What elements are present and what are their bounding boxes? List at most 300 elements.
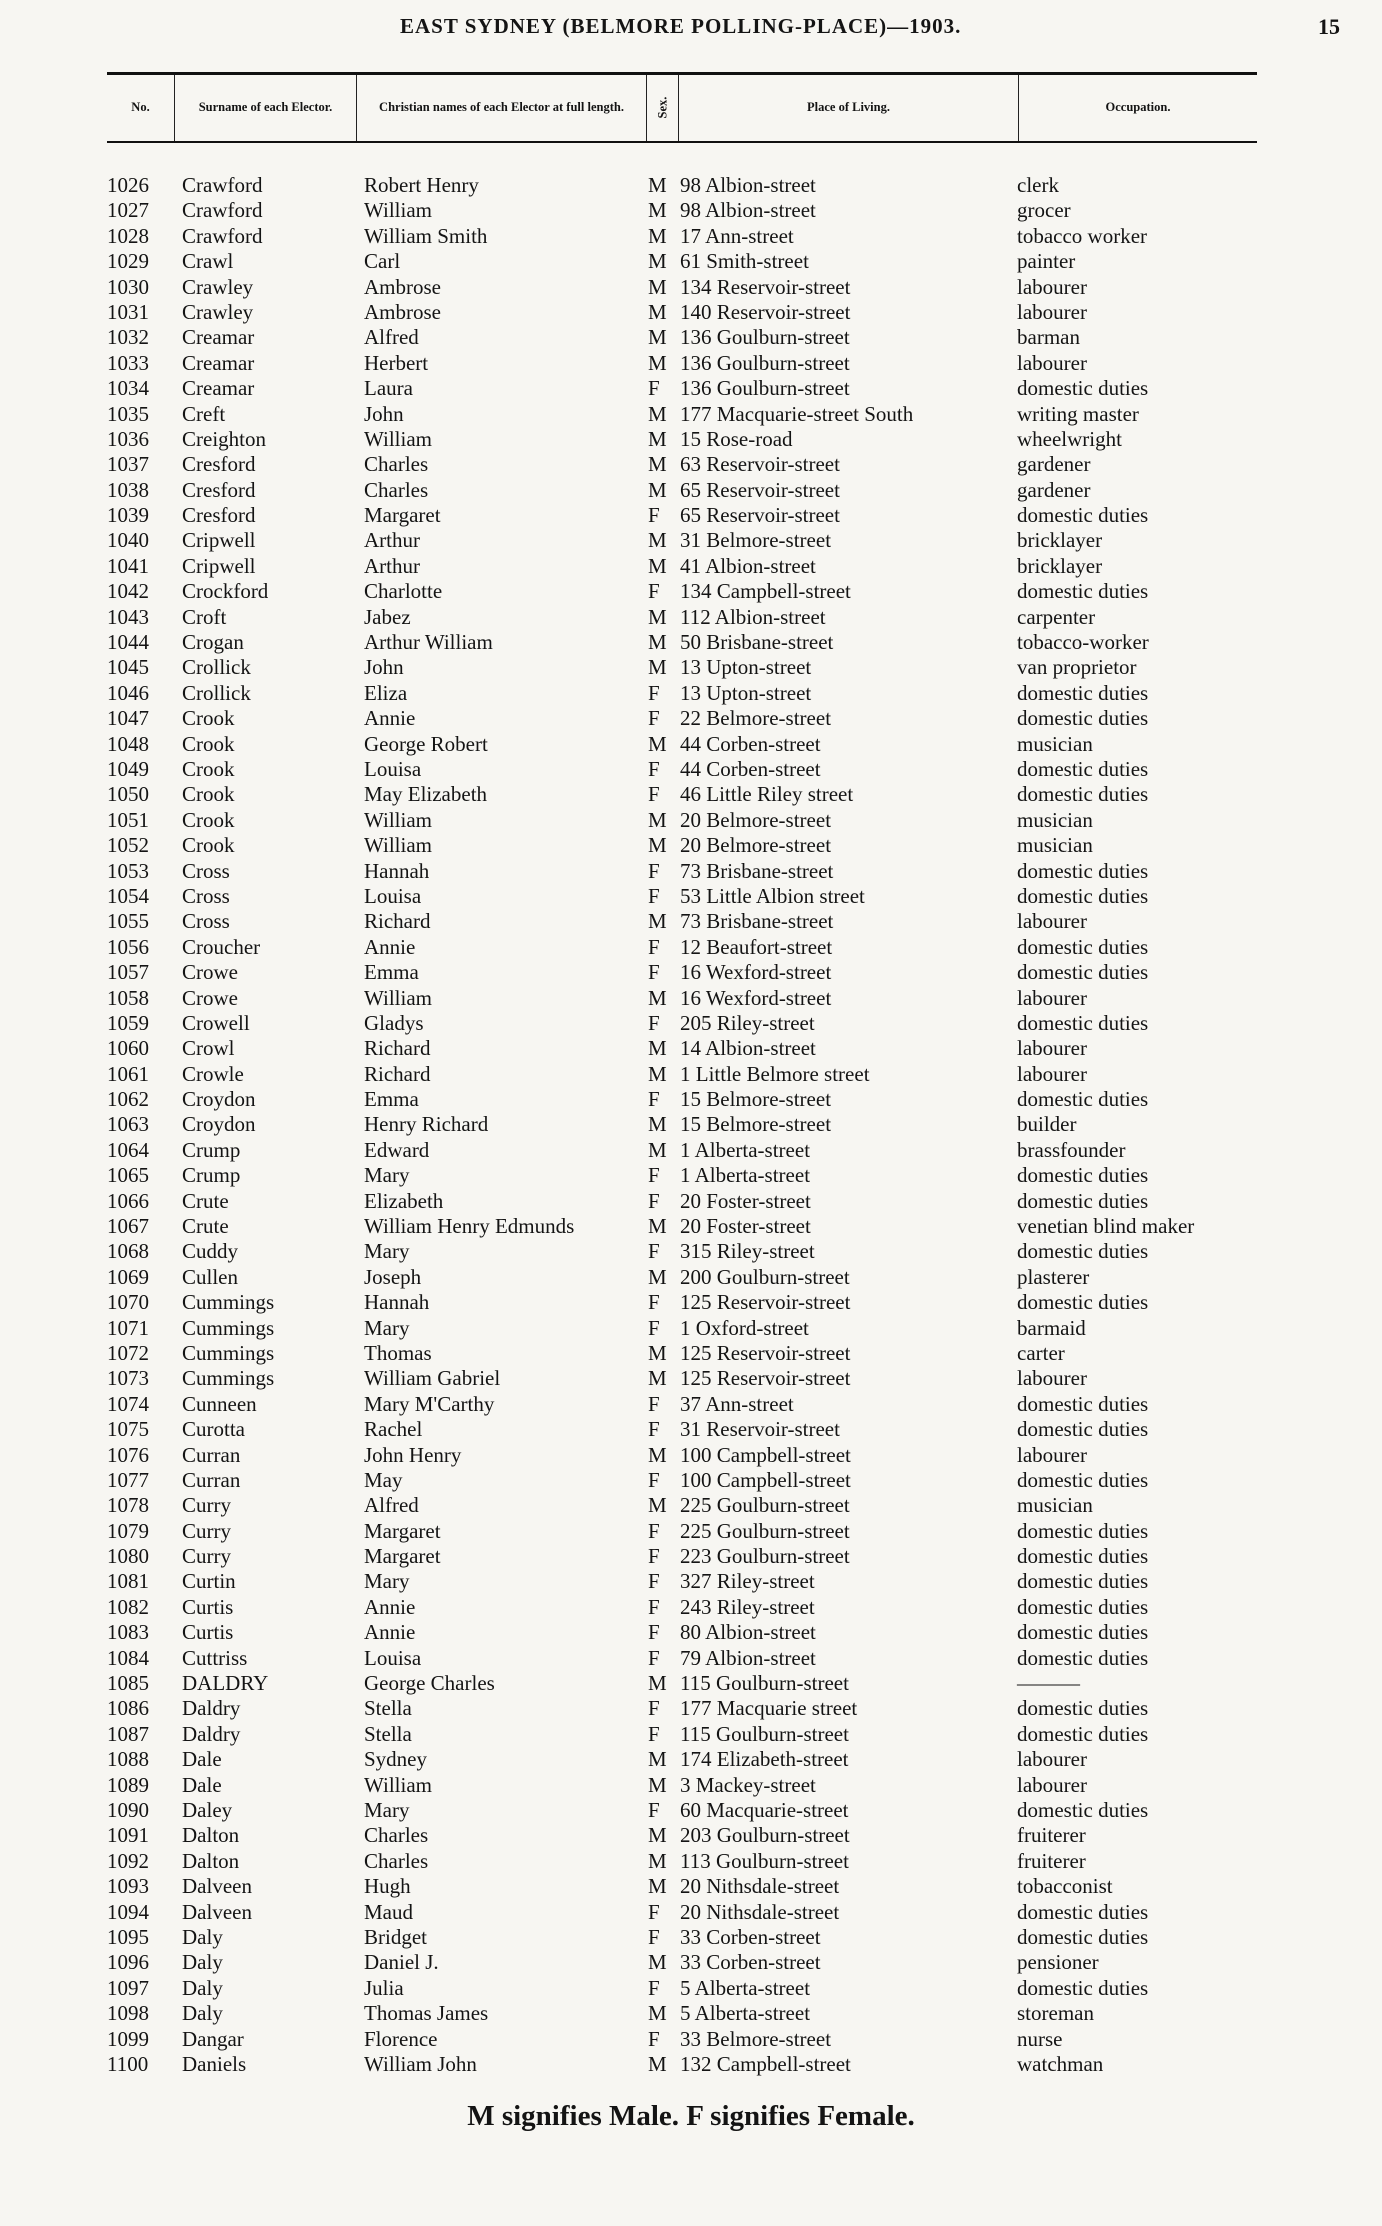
elector-number: 1074 bbox=[107, 1391, 149, 1416]
elector-surname: Cresford bbox=[182, 477, 256, 502]
elector-surname: Crook bbox=[182, 807, 235, 832]
elector-occupation: carter bbox=[1017, 1340, 1065, 1365]
elector-surname: Dangar bbox=[182, 2026, 244, 2051]
elector-surname: Cummings bbox=[182, 1315, 275, 1340]
elector-occupation: gardener bbox=[1017, 452, 1091, 477]
elector-occupation: labourer bbox=[1017, 909, 1087, 934]
elector-number: 1048 bbox=[107, 731, 149, 756]
elector-number: 1079 bbox=[107, 1518, 149, 1543]
elector-surname: Crollick bbox=[182, 655, 251, 680]
elector-occupation: musician bbox=[1017, 1493, 1093, 1518]
elector-sex: F bbox=[648, 1620, 660, 1645]
elector-christian-names: Hugh bbox=[364, 1874, 411, 1899]
list-item bbox=[0, 351, 1382, 376]
elector-place: 203 Goulburn-street bbox=[680, 1823, 850, 1848]
list-item bbox=[0, 681, 1382, 706]
elector-number: 1039 bbox=[107, 503, 149, 528]
elector-number: 1092 bbox=[107, 1848, 149, 1873]
elector-occupation: fruiterer bbox=[1017, 1823, 1086, 1848]
elector-occupation: domestic duties bbox=[1017, 1544, 1149, 1569]
elector-christian-names: John bbox=[364, 655, 404, 680]
elector-surname: Cripwell bbox=[182, 528, 256, 553]
elector-christian-names: Charlotte bbox=[364, 579, 443, 604]
elector-number: 1034 bbox=[107, 376, 149, 401]
elector-number: 1061 bbox=[107, 1061, 149, 1086]
elector-surname: Dale bbox=[182, 1772, 222, 1797]
elector-occupation: fruiterer bbox=[1017, 1848, 1086, 1873]
elector-place: 136 Goulburn-street bbox=[680, 376, 850, 401]
elector-christian-names: Mary M'Carthy bbox=[364, 1391, 495, 1416]
elector-christian-names: Mary bbox=[364, 1315, 410, 1340]
elector-place: 20 Nithsdale-street bbox=[680, 1874, 840, 1899]
elector-christian-names: William bbox=[364, 198, 432, 223]
elector-surname: Cross bbox=[182, 909, 230, 934]
list-item bbox=[0, 1519, 1382, 1544]
elector-sex: F bbox=[648, 934, 660, 959]
list-item bbox=[0, 1747, 1382, 1772]
elector-number: 1080 bbox=[107, 1544, 149, 1569]
elector-occupation: domestic duties bbox=[1017, 1188, 1149, 1213]
elector-occupation: domestic duties bbox=[1017, 1163, 1149, 1188]
elector-surname: DALDRY bbox=[182, 1671, 269, 1696]
elector-occupation: domestic duties bbox=[1017, 1594, 1149, 1619]
elector-christian-names: Thomas bbox=[364, 1340, 432, 1365]
elector-occupation: domestic duties bbox=[1017, 1798, 1149, 1822]
elector-place: 174 Elizabeth-street bbox=[680, 1747, 849, 1772]
elector-christian-names: Robert Henry bbox=[364, 173, 479, 197]
list-item bbox=[0, 1493, 1382, 1518]
elector-sex: M bbox=[648, 1950, 667, 1975]
elector-place: 115 Goulburn-street bbox=[680, 1671, 849, 1696]
list-item bbox=[0, 1696, 1382, 1721]
list-item bbox=[0, 1950, 1382, 1975]
sex-legend: M signifies Male. F signifies Female. bbox=[467, 2100, 915, 2132]
elector-sex: F bbox=[648, 1163, 660, 1188]
list-item bbox=[0, 1595, 1382, 1620]
elector-sex: F bbox=[648, 1645, 660, 1670]
list-item bbox=[0, 630, 1382, 655]
elector-sex: M bbox=[648, 173, 667, 197]
elector-surname: Cuttriss bbox=[182, 1645, 248, 1670]
elector-christian-names: William Henry Edmunds bbox=[364, 1214, 575, 1239]
list-item bbox=[0, 503, 1382, 528]
elector-number: 1083 bbox=[107, 1620, 149, 1645]
elector-number: 1062 bbox=[107, 1087, 149, 1112]
elector-number: 1057 bbox=[107, 960, 149, 985]
elector-sex: M bbox=[648, 2001, 667, 2026]
column-header bbox=[107, 72, 1257, 143]
elector-place: 20 Belmore-street bbox=[680, 807, 832, 832]
elector-number: 1030 bbox=[107, 274, 149, 299]
elector-sex: F bbox=[648, 1087, 660, 1112]
elector-surname: Curtin bbox=[182, 1569, 236, 1594]
elector-occupation: domestic duties bbox=[1017, 1569, 1149, 1594]
elector-number: 1032 bbox=[107, 325, 149, 350]
elector-number: 1053 bbox=[107, 858, 149, 883]
elector-sex: M bbox=[648, 655, 667, 680]
elector-number: 1054 bbox=[107, 883, 149, 908]
elector-christian-names: Bridget bbox=[364, 1924, 427, 1949]
elector-occupation: plasterer bbox=[1017, 1264, 1090, 1289]
elector-place: 136 Goulburn-street bbox=[680, 350, 850, 375]
elector-occupation: domestic duties bbox=[1017, 680, 1149, 705]
elector-sex: F bbox=[648, 706, 660, 731]
elector-place: 315 Riley-street bbox=[680, 1239, 815, 1264]
elector-surname: Crowell bbox=[182, 1010, 250, 1035]
elector-occupation: domestic duties bbox=[1017, 1467, 1149, 1492]
elector-occupation: domestic duties bbox=[1017, 1696, 1149, 1721]
elector-sex: F bbox=[648, 1594, 660, 1619]
elector-surname: Daldry bbox=[182, 1721, 241, 1746]
elector-number: 1042 bbox=[107, 579, 149, 604]
elector-sex: M bbox=[648, 630, 667, 655]
elector-number: 1069 bbox=[107, 1264, 149, 1289]
list-item bbox=[0, 173, 1382, 198]
elector-number: 1059 bbox=[107, 1010, 149, 1035]
elector-sex: F bbox=[648, 1569, 660, 1594]
elector-surname: Crute bbox=[182, 1188, 229, 1213]
elector-christian-names: Mary bbox=[364, 1569, 410, 1594]
elector-christian-names: William John bbox=[364, 2051, 477, 2076]
elector-sex: F bbox=[648, 579, 660, 604]
elector-place: 44 Corben-street bbox=[680, 756, 821, 781]
elector-surname: Crook bbox=[182, 706, 235, 731]
elector-number: 1035 bbox=[107, 401, 149, 426]
elector-sex: M bbox=[648, 299, 667, 324]
elector-place: 15 Rose-road bbox=[680, 426, 793, 451]
elector-surname: Daly bbox=[182, 1975, 223, 2000]
elector-number: 1052 bbox=[107, 833, 149, 858]
elector-number: 1070 bbox=[107, 1290, 149, 1315]
elector-sex: M bbox=[648, 528, 667, 553]
list-item bbox=[0, 1392, 1382, 1417]
elector-christian-names: Elizabeth bbox=[364, 1188, 444, 1213]
elector-number: 1082 bbox=[107, 1594, 149, 1619]
elector-occupation: domestic duties bbox=[1017, 756, 1149, 781]
elector-sex: M bbox=[648, 2051, 667, 2076]
elector-number: 1063 bbox=[107, 1112, 149, 1137]
list-item bbox=[0, 452, 1382, 477]
elector-christian-names: Arthur William bbox=[364, 630, 493, 655]
elector-place: 37 Ann-street bbox=[680, 1391, 794, 1416]
list-item bbox=[0, 1316, 1382, 1341]
elector-sex: F bbox=[648, 2026, 660, 2051]
elector-surname: Creamar bbox=[182, 376, 255, 401]
elector-occupation: domestic duties bbox=[1017, 960, 1149, 985]
elector-sex: M bbox=[648, 1671, 667, 1696]
elector-place: 15 Belmore-street bbox=[680, 1087, 832, 1112]
list-item bbox=[0, 859, 1382, 884]
elector-occupation: labourer bbox=[1017, 1772, 1087, 1797]
elector-christian-names: Richard bbox=[364, 1036, 431, 1061]
elector-number: 1088 bbox=[107, 1747, 149, 1772]
elector-sex: M bbox=[648, 1137, 667, 1162]
elector-christian-names: Stella bbox=[364, 1721, 412, 1746]
elector-christian-names: William bbox=[364, 833, 432, 858]
elector-christian-names: Stella bbox=[364, 1696, 412, 1721]
elector-sex: F bbox=[648, 1315, 660, 1340]
elector-christian-names: Laura bbox=[364, 376, 413, 401]
elector-number: 1041 bbox=[107, 553, 149, 578]
elector-occupation: writing master bbox=[1017, 401, 1139, 426]
elector-number: 1049 bbox=[107, 756, 149, 781]
list-item bbox=[0, 1189, 1382, 1214]
elector-surname: Crawley bbox=[182, 299, 254, 324]
list-item bbox=[0, 1569, 1382, 1594]
elector-number: 1071 bbox=[107, 1315, 149, 1340]
elector-number: 1051 bbox=[107, 807, 149, 832]
elector-surname: Cummings bbox=[182, 1290, 275, 1315]
list-item bbox=[0, 706, 1382, 731]
elector-christian-names: Annie bbox=[364, 934, 416, 959]
elector-surname: Daniels bbox=[182, 2051, 247, 2076]
elector-sex: F bbox=[648, 1188, 660, 1213]
elector-surname: Creighton bbox=[182, 426, 266, 451]
elector-occupation: clerk bbox=[1017, 173, 1059, 197]
elector-occupation: labourer bbox=[1017, 274, 1087, 299]
list-item bbox=[0, 1671, 1382, 1696]
elector-number: 1055 bbox=[107, 909, 149, 934]
elector-christian-names: Louisa bbox=[364, 883, 422, 908]
elector-sex: F bbox=[648, 1975, 660, 2000]
elector-surname: Curry bbox=[182, 1544, 231, 1569]
elector-surname: Daly bbox=[182, 2001, 223, 2026]
elector-occupation: domestic duties bbox=[1017, 883, 1149, 908]
elector-christian-names: Charles bbox=[364, 1848, 429, 1873]
elector-sex: F bbox=[648, 1290, 660, 1315]
elector-place: 16 Wexford-street bbox=[680, 960, 832, 985]
elector-occupation: labourer bbox=[1017, 1747, 1087, 1772]
list-item bbox=[0, 1062, 1382, 1087]
elector-surname: Croucher bbox=[182, 934, 261, 959]
elector-christian-names: William Smith bbox=[364, 223, 488, 248]
elector-number: 1077 bbox=[107, 1467, 149, 1492]
list-item bbox=[0, 528, 1382, 553]
elector-number: 1086 bbox=[107, 1696, 149, 1721]
elector-place: 31 Belmore-street bbox=[680, 528, 832, 553]
elector-occupation: domestic duties bbox=[1017, 1290, 1149, 1315]
elector-surname: Cripwell bbox=[182, 553, 256, 578]
elector-christian-names: Thomas James bbox=[364, 2001, 489, 2026]
elector-place: 33 Belmore-street bbox=[680, 2026, 832, 2051]
list-item bbox=[0, 1011, 1382, 1036]
elector-occupation: domestic duties bbox=[1017, 706, 1149, 731]
elector-sex: F bbox=[648, 1924, 660, 1949]
elector-place: 63 Reservoir-street bbox=[680, 452, 840, 477]
elector-number: 1040 bbox=[107, 528, 149, 553]
elector-sex: M bbox=[648, 604, 667, 629]
elector-place: 98 Albion-street bbox=[680, 173, 816, 197]
elector-surname: Crook bbox=[182, 833, 235, 858]
elector-place: 5 Alberta-street bbox=[680, 1975, 811, 2000]
elector-place: 125 Reservoir-street bbox=[680, 1290, 851, 1315]
elector-sex: F bbox=[648, 960, 660, 985]
elector-number: 1038 bbox=[107, 477, 149, 502]
elector-christian-names: Louisa bbox=[364, 756, 422, 781]
elector-place: 98 Albion-street bbox=[680, 198, 816, 223]
elector-surname: Curry bbox=[182, 1518, 231, 1543]
elector-sex: M bbox=[648, 274, 667, 299]
elector-surname: Croydon bbox=[182, 1112, 256, 1137]
elector-sex: F bbox=[648, 1391, 660, 1416]
elector-place: 225 Goulburn-street bbox=[680, 1518, 850, 1543]
elector-christian-names: Margaret bbox=[364, 503, 441, 528]
elector-christian-names: Margaret bbox=[364, 1518, 441, 1543]
elector-sex: M bbox=[648, 1112, 667, 1137]
elector-sex: M bbox=[648, 731, 667, 756]
elector-sex: M bbox=[648, 1874, 667, 1899]
elector-christian-names: Ambrose bbox=[364, 274, 441, 299]
list-item bbox=[0, 909, 1382, 934]
list-item bbox=[0, 1443, 1382, 1468]
elector-sex: F bbox=[648, 1417, 660, 1442]
elector-place: 20 Nithsdale-street bbox=[680, 1899, 840, 1924]
elector-occupation: gardener bbox=[1017, 477, 1091, 502]
elector-surname: Dalveen bbox=[182, 1899, 252, 1924]
elector-sex: F bbox=[648, 680, 660, 705]
list-item bbox=[0, 757, 1382, 782]
elector-surname: Cuddy bbox=[182, 1239, 239, 1264]
elector-place: 44 Corben-street bbox=[680, 731, 821, 756]
elector-christian-names: Eliza bbox=[364, 680, 408, 705]
elector-place: 134 Reservoir-street bbox=[680, 274, 851, 299]
elector-place: 1 Alberta-street bbox=[680, 1163, 811, 1188]
elector-place: 3 Mackey-street bbox=[680, 1772, 816, 1797]
list-item bbox=[0, 1646, 1382, 1671]
elector-christian-names: Arthur bbox=[364, 528, 420, 553]
list-item bbox=[0, 1900, 1382, 1925]
elector-number: 1099 bbox=[107, 2026, 149, 2051]
elector-number: 1098 bbox=[107, 2001, 149, 2026]
list-item bbox=[0, 1722, 1382, 1747]
elector-place: 61 Smith-street bbox=[680, 249, 809, 274]
elector-place: 20 Foster-street bbox=[680, 1214, 811, 1239]
elector-occupation: builder bbox=[1017, 1112, 1077, 1137]
elector-place: 205 Riley-street bbox=[680, 1010, 815, 1035]
elector-place: 125 Reservoir-street bbox=[680, 1340, 851, 1365]
elector-place: 33 Corben-street bbox=[680, 1950, 821, 1975]
elector-surname: Cummings bbox=[182, 1366, 275, 1391]
elector-number: 1043 bbox=[107, 604, 149, 629]
elector-sex: M bbox=[648, 1214, 667, 1239]
elector-occupation: venetian blind maker bbox=[1017, 1214, 1195, 1239]
elector-number: 1058 bbox=[107, 985, 149, 1010]
elector-christian-names: Hannah bbox=[364, 1290, 430, 1315]
elector-christian-names: Florence bbox=[364, 2026, 438, 2051]
elector-christian-names: Emma bbox=[364, 1087, 419, 1112]
elector-sex: F bbox=[648, 1544, 660, 1569]
elector-number: 1089 bbox=[107, 1772, 149, 1797]
elector-place: 200 Goulburn-street bbox=[680, 1264, 850, 1289]
elector-surname: Creft bbox=[182, 401, 226, 426]
elector-surname: Crogan bbox=[182, 630, 244, 655]
elector-surname: Crowe bbox=[182, 985, 238, 1010]
elector-occupation: tobacco worker bbox=[1017, 223, 1148, 248]
elector-surname: Cross bbox=[182, 883, 230, 908]
elector-place: 17 Ann-street bbox=[680, 223, 794, 248]
list-item bbox=[0, 935, 1382, 960]
elector-sex: F bbox=[648, 858, 660, 883]
elector-surname: Curtis bbox=[182, 1594, 234, 1619]
elector-surname: Croft bbox=[182, 604, 227, 629]
elector-sex: M bbox=[648, 426, 667, 451]
elector-surname: Dalton bbox=[182, 1823, 240, 1848]
elector-place: 73 Brisbane-street bbox=[680, 909, 834, 934]
elector-sex: F bbox=[648, 1467, 660, 1492]
elector-sex: F bbox=[648, 1721, 660, 1746]
elector-occupation: domestic duties bbox=[1017, 1620, 1149, 1645]
elector-surname: Cunneen bbox=[182, 1391, 257, 1416]
elector-number: 1090 bbox=[107, 1798, 149, 1822]
list-item bbox=[0, 605, 1382, 630]
elector-surname: Dalton bbox=[182, 1848, 240, 1873]
elector-list bbox=[0, 173, 1382, 2077]
elector-sex: F bbox=[648, 1239, 660, 1264]
elector-sex: M bbox=[648, 223, 667, 248]
elector-christian-names: Annie bbox=[364, 1594, 416, 1619]
elector-surname: Crawl bbox=[182, 249, 234, 274]
list-item bbox=[0, 960, 1382, 985]
elector-occupation: grocer bbox=[1017, 198, 1071, 223]
elector-surname: Cresford bbox=[182, 452, 256, 477]
elector-number: 1031 bbox=[107, 299, 149, 324]
elector-place: 65 Reservoir-street bbox=[680, 477, 840, 502]
elector-surname: Creamar bbox=[182, 325, 255, 350]
list-item bbox=[0, 782, 1382, 807]
list-item bbox=[0, 1087, 1382, 1112]
elector-place: 100 Campbell-street bbox=[680, 1467, 851, 1492]
elector-surname: Crawford bbox=[182, 223, 263, 248]
elector-christian-names: Edward bbox=[364, 1137, 430, 1162]
elector-surname: Dale bbox=[182, 1747, 222, 1772]
elector-sex: M bbox=[648, 1493, 667, 1518]
elector-christian-names: William bbox=[364, 1772, 432, 1797]
elector-christian-names: Alfred bbox=[364, 1493, 419, 1518]
elector-sex: M bbox=[648, 1340, 667, 1365]
list-item bbox=[0, 300, 1382, 325]
elector-number: 1084 bbox=[107, 1645, 149, 1670]
elector-number: 1044 bbox=[107, 630, 149, 655]
list-item bbox=[0, 1798, 1382, 1823]
elector-occupation: painter bbox=[1017, 249, 1076, 274]
elector-surname: Daldry bbox=[182, 1696, 241, 1721]
elector-surname: Curran bbox=[182, 1467, 241, 1492]
elector-occupation: musician bbox=[1017, 807, 1093, 832]
elector-place: 79 Albion-street bbox=[680, 1645, 816, 1670]
elector-occupation: domestic duties bbox=[1017, 858, 1149, 883]
list-item bbox=[0, 1163, 1382, 1188]
elector-christian-names: George Robert bbox=[364, 731, 488, 756]
elector-occupation: storeman bbox=[1017, 2001, 1094, 2026]
elector-sex: M bbox=[648, 198, 667, 223]
elector-surname: Daly bbox=[182, 1950, 223, 1975]
list-item bbox=[0, 808, 1382, 833]
elector-christian-names: John Henry bbox=[364, 1442, 462, 1467]
elector-surname: Crockford bbox=[182, 579, 269, 604]
elector-number: 1073 bbox=[107, 1366, 149, 1391]
elector-number: 1085 bbox=[107, 1671, 149, 1696]
elector-occupation: domestic duties bbox=[1017, 1975, 1149, 2000]
list-item bbox=[0, 1265, 1382, 1290]
elector-sex: M bbox=[648, 1823, 667, 1848]
elector-surname: Crowe bbox=[182, 960, 238, 985]
elector-number: 1094 bbox=[107, 1899, 149, 1924]
list-item bbox=[0, 1823, 1382, 1848]
elector-christian-names: Richard bbox=[364, 1061, 431, 1086]
elector-occupation: ——— bbox=[1017, 1671, 1080, 1696]
elector-occupation: nurse bbox=[1017, 2026, 1063, 2051]
list-item bbox=[0, 249, 1382, 274]
